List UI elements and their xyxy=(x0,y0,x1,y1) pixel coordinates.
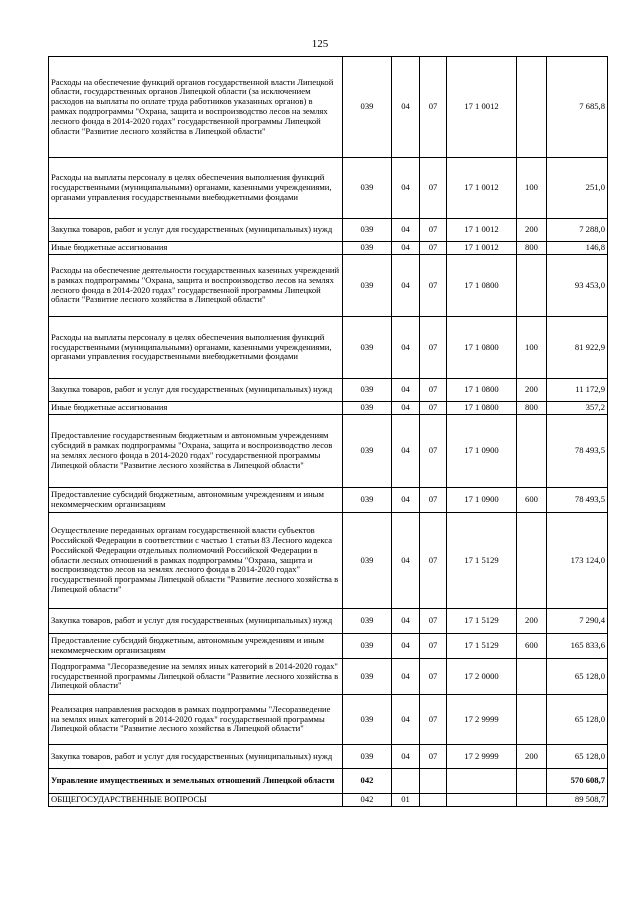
section-cell: 04 xyxy=(392,634,420,659)
table-row xyxy=(49,513,608,609)
expense-name-cell: Расходы на обеспечение деятельности государственных казенных учреждений в рамках подпрограммы "Охрана, защита и воспроизводство лесов на землях лесного фонда в 2014-2020 годах" государственной программы Липецкой области "Развитие лесного хозяйства в Липецкой области" xyxy=(49,255,343,317)
expense-type-cell xyxy=(517,415,547,488)
subsection-cell: 07 xyxy=(420,634,447,659)
ministry-code-cell: 039 xyxy=(343,513,392,609)
subsection-cell: 07 xyxy=(420,659,447,695)
target-article-cell: 17 1 0900 xyxy=(447,488,517,513)
ministry-code-cell: 039 xyxy=(343,219,392,242)
subsection-cell: 07 xyxy=(420,255,447,317)
ministry-code-cell: 039 xyxy=(343,255,392,317)
amount-cell: 7 685,8 xyxy=(547,57,608,158)
table-row xyxy=(49,57,608,158)
expense-type-cell: 800 xyxy=(517,402,547,415)
subsection-cell: 07 xyxy=(420,219,447,242)
target-article-cell: 17 1 5129 xyxy=(447,609,517,634)
expense-name-cell: Осуществление переданных органам государственной власти субъектов Российской Федерации в соответствии с частью 1 статьи 83 Лесного кодекса Российской Федерации отдельных полномочий Российской Федерации в области лесных отношений в рамках подпрограммы "Охрана, защита и воспроизводство лесов на землях лесного фонда в 2014-2020 годах" государственной программы Липецкой области "Развитие лесного хозяйства в Липецкой области" xyxy=(49,513,343,609)
ministry-code-cell: 039 xyxy=(343,695,392,745)
ministry-code-cell: 039 xyxy=(343,634,392,659)
table-row xyxy=(49,794,608,807)
subsection-cell: 07 xyxy=(420,379,447,402)
ministry-code-cell: 039 xyxy=(343,242,392,255)
section-cell: 04 xyxy=(392,57,420,158)
target-article-cell: 17 1 0012 xyxy=(447,242,517,255)
expense-name-cell: Закупка товаров, работ и услуг для государственных (муниципальных) нужд xyxy=(49,379,343,402)
subsection-cell: 07 xyxy=(420,415,447,488)
section-cell: 04 xyxy=(392,402,420,415)
expense-name-cell: Иные бюджетные ассигнования xyxy=(49,242,343,255)
target-article-cell: 17 1 0012 xyxy=(447,158,517,219)
table-row xyxy=(49,402,608,415)
amount-cell: 89 508,7 xyxy=(547,794,608,807)
target-article-cell: 17 1 0900 xyxy=(447,415,517,488)
target-article-cell: 17 1 0800 xyxy=(447,379,517,402)
subsection-cell xyxy=(420,794,447,807)
expense-name-cell: Подпрограмма "Лесоразведение на землях иных категорий в 2014-2020 годах" государственной программы Липецкой области "Развитие лесного хозяйства в Липецкой области" xyxy=(49,659,343,695)
expense-type-cell xyxy=(517,695,547,745)
page-number: 125 xyxy=(311,38,329,50)
section-cell: 04 xyxy=(392,219,420,242)
target-article-cell: 17 1 0012 xyxy=(447,219,517,242)
table-row xyxy=(49,659,608,695)
table-row xyxy=(49,634,608,659)
section-cell: 04 xyxy=(392,488,420,513)
section-cell: 04 xyxy=(392,379,420,402)
target-article-cell: 17 1 0800 xyxy=(447,402,517,415)
expense-type-cell xyxy=(517,513,547,609)
expense-name-cell: Закупка товаров, работ и услуг для государственных (муниципальных) нужд xyxy=(49,219,343,242)
section-cell: 04 xyxy=(392,745,420,769)
section-cell: 04 xyxy=(392,317,420,379)
target-article-cell: 17 1 0800 xyxy=(447,317,517,379)
section-cell: 04 xyxy=(392,695,420,745)
table-row xyxy=(49,488,608,513)
table-row xyxy=(49,158,608,219)
target-article-cell: 17 2 0000 xyxy=(447,659,517,695)
budget-table xyxy=(48,56,608,807)
expense-name-cell: Закупка товаров, работ и услуг для государственных (муниципальных) нужд xyxy=(49,609,343,634)
target-article-cell: 17 1 0012 xyxy=(447,57,517,158)
target-article-cell: 17 1 5129 xyxy=(447,634,517,659)
subsection-cell: 07 xyxy=(420,57,447,158)
amount-cell: 65 128,0 xyxy=(547,695,608,745)
amount-cell: 165 833,6 xyxy=(547,634,608,659)
ministry-code-cell: 039 xyxy=(343,379,392,402)
expense-type-cell: 800 xyxy=(517,242,547,255)
expense-type-cell: 600 xyxy=(517,488,547,513)
ministry-code-cell: 039 xyxy=(343,659,392,695)
table-row xyxy=(49,769,608,794)
expense-name-cell: Расходы на обеспечение функций органов государственной власти Липецкой области, государственных органов Липецкой области (за исключением расходов на выплаты по оплате труда работников указанных органов) в рамках подпрограммы "Охрана, защита и воспроизводство лесов на землях лесного фонда в 2014-2020 годах" государственной программы Липецкой области "Развитие лесного хозяйства в Липецкой области" xyxy=(49,57,343,158)
subsection-cell: 07 xyxy=(420,513,447,609)
target-article-cell: 17 2 9999 xyxy=(447,745,517,769)
subsection-cell: 07 xyxy=(420,695,447,745)
expense-type-cell: 200 xyxy=(517,219,547,242)
section-cell: 04 xyxy=(392,609,420,634)
expense-type-cell xyxy=(517,794,547,807)
expense-name-cell: ОБЩЕГОСУДАРСТВЕННЫЕ ВОПРОСЫ xyxy=(49,794,343,807)
table-row xyxy=(49,255,608,317)
section-cell: 04 xyxy=(392,158,420,219)
table-body xyxy=(49,57,608,807)
amount-cell: 93 453,0 xyxy=(547,255,608,317)
expense-type-cell: 200 xyxy=(517,745,547,769)
amount-cell: 65 128,0 xyxy=(547,745,608,769)
expense-type-cell: 100 xyxy=(517,158,547,219)
subsection-cell: 07 xyxy=(420,402,447,415)
section-cell: 04 xyxy=(392,513,420,609)
expense-type-cell xyxy=(517,659,547,695)
table-row xyxy=(49,379,608,402)
table-row xyxy=(49,415,608,488)
expense-type-cell: 200 xyxy=(517,609,547,634)
section-cell xyxy=(392,769,420,794)
amount-cell: 357,2 xyxy=(547,402,608,415)
table-row xyxy=(49,695,608,745)
amount-cell: 7 290,4 xyxy=(547,609,608,634)
ministry-code-cell: 042 xyxy=(343,769,392,794)
subsection-cell: 07 xyxy=(420,745,447,769)
section-cell: 04 xyxy=(392,255,420,317)
target-article-cell xyxy=(447,769,517,794)
target-article-cell xyxy=(447,794,517,807)
expense-type-cell xyxy=(517,769,547,794)
amount-cell: 65 128,0 xyxy=(547,659,608,695)
section-cell: 01 xyxy=(392,794,420,807)
table-row xyxy=(49,745,608,769)
table-row xyxy=(49,219,608,242)
amount-cell: 251,0 xyxy=(547,158,608,219)
ministry-code-cell: 039 xyxy=(343,317,392,379)
table-row xyxy=(49,242,608,255)
section-cell: 04 xyxy=(392,659,420,695)
ministry-code-cell: 039 xyxy=(343,415,392,488)
subsection-cell xyxy=(420,769,447,794)
ministry-code-cell: 039 xyxy=(343,745,392,769)
section-cell: 04 xyxy=(392,415,420,488)
table-row xyxy=(49,317,608,379)
table-row xyxy=(49,609,608,634)
ministry-code-cell: 039 xyxy=(343,57,392,158)
target-article-cell: 17 1 0800 xyxy=(447,255,517,317)
target-article-cell: 17 2 9999 xyxy=(447,695,517,745)
expense-name-cell: Расходы на выплаты персоналу в целях обеспечения выполнения функций государственными (муниципальными) органами, казенными учреждениями, органами управления государственными внебюджетными фондами xyxy=(49,317,343,379)
subsection-cell: 07 xyxy=(420,609,447,634)
amount-cell: 570 608,7 xyxy=(547,769,608,794)
expense-name-cell: Предоставление субсидий бюджетным, автономным учреждениям и иным некоммерческим организациям xyxy=(49,634,343,659)
ministry-code-cell: 042 xyxy=(343,794,392,807)
expense-type-cell: 100 xyxy=(517,317,547,379)
amount-cell: 7 288,0 xyxy=(547,219,608,242)
target-article-cell: 17 1 5129 xyxy=(447,513,517,609)
subsection-cell: 07 xyxy=(420,317,447,379)
ministry-code-cell: 039 xyxy=(343,158,392,219)
expense-name-cell: Иные бюджетные ассигнования xyxy=(49,402,343,415)
expense-name-cell: Управление имущественных и земельных отношений Липецкой области xyxy=(49,769,343,794)
ministry-code-cell: 039 xyxy=(343,402,392,415)
expense-name-cell: Предоставление государственным бюджетным и автономным учреждениям субсидий в рамках подпрограммы "Охрана, защита и воспроизводство лесов на землях лесного фонда в 2014-2020 годах" государственной программы Липецкой области "Развитие лесного хозяйства в Липецкой области" xyxy=(49,415,343,488)
amount-cell: 173 124,0 xyxy=(547,513,608,609)
subsection-cell: 07 xyxy=(420,488,447,513)
amount-cell: 81 922,9 xyxy=(547,317,608,379)
amount-cell: 78 493,5 xyxy=(547,488,608,513)
amount-cell: 11 172,9 xyxy=(547,379,608,402)
expense-name-cell: Закупка товаров, работ и услуг для государственных (муниципальных) нужд xyxy=(49,745,343,769)
amount-cell: 78 493,5 xyxy=(547,415,608,488)
expense-type-cell: 200 xyxy=(517,379,547,402)
expense-type-cell xyxy=(517,255,547,317)
expense-type-cell: 600 xyxy=(517,634,547,659)
expense-name-cell: Реализация направления расходов в рамках подпрограммы "Лесоразведение на землях иных категорий в 2014-2020 годах" государственной программы Липецкой области "Развитие лесного хозяйства в Липецкой области" xyxy=(49,695,343,745)
subsection-cell: 07 xyxy=(420,242,447,255)
ministry-code-cell: 039 xyxy=(343,609,392,634)
ministry-code-cell: 039 xyxy=(343,488,392,513)
amount-cell: 146,8 xyxy=(547,242,608,255)
expense-type-cell xyxy=(517,57,547,158)
expense-name-cell: Расходы на выплаты персоналу в целях обеспечения выполнения функций государственными (муниципальными) органами, казенными учреждениями, органами управления государственными внебюджетными фондами xyxy=(49,158,343,219)
expense-name-cell: Предоставление субсидий бюджетным, автономным учреждениям и иным некоммерческим организациям xyxy=(49,488,343,513)
subsection-cell: 07 xyxy=(420,158,447,219)
section-cell: 04 xyxy=(392,242,420,255)
